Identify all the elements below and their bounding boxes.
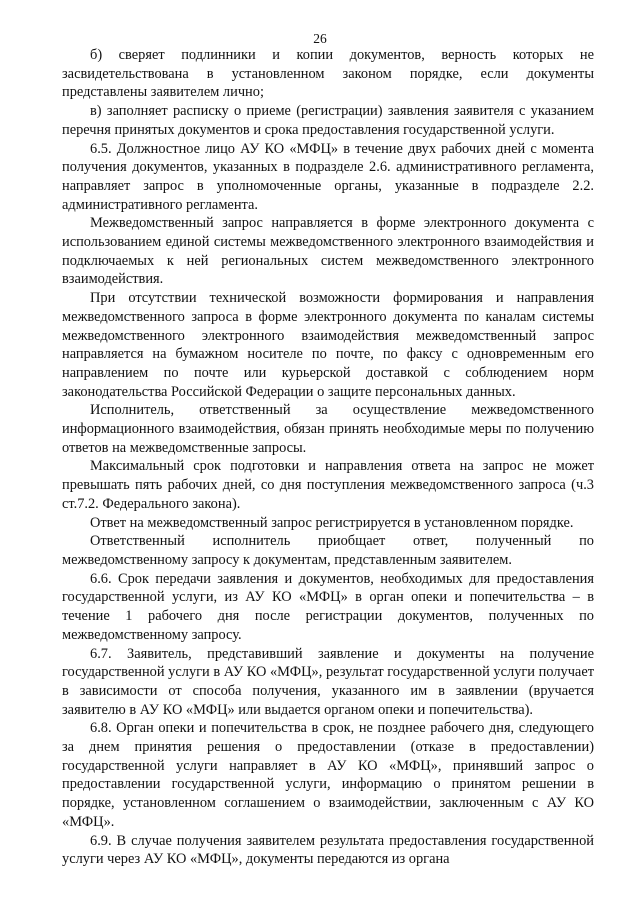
paragraph-6-8: 6.8. Орган опеки и попечительства в срок, не позднее рабочего дня, следующего за днем принятия решения о предоставлении (отказе в предоставлении) государственной услуги направляет в АУ КО «МФЦ», принявший запрос о предоставлении государственной услуги, информацию о принятом решении в порядке, установленном соглашением о взаимодействии, заключенным с АУ КО «МФЦ». bbox=[62, 720, 594, 830]
paragraph-6-5: 6.5. Должностное лицо АУ КО «МФЦ» в течение двух рабочих дней с момента получения документов, указанных в подразделе 2.6. административного регламента, направляет запрос в уполномоченные органы, указанные в подразделе 2.2. административного регламента. bbox=[62, 140, 594, 213]
paragraph-6-9: 6.9. В случае получения заявителем результата предоставления государственной услуги через АУ КО «МФЦ», документы передаются из органа bbox=[62, 832, 594, 868]
paragraph-executor: Исполнитель, ответственный за осуществление межведомственного информационного взаимодействия, обязан принять необходимые меры по получению ответов на межведомственные запросы. bbox=[62, 402, 594, 456]
paragraph-electronic-request: Межведомственный запрос направляется в форме электронного документа с использованием единой системы межведомственного электронного взаимодействия и подключаемых к ней региональных систем межведомственного электронного взаимодействия. bbox=[62, 215, 594, 288]
page-number: 26 bbox=[313, 31, 327, 46]
paragraph-paper-request: При отсутствии технической возможности формирования и направления межведомственного запроса в форме электронного документа по каналам системы межведомственного электронного взаимодействия межведомственный запрос направляется на бумажном носителе по почте, по факсу с одновременным его направлением по почте или курьерской доставкой с соблюдением норм законодательства Российской Федерации о защите персональных данных. bbox=[62, 290, 594, 400]
paragraph-6-6: 6.6. Срок передачи заявления и документов, необходимых для предоставления государственной услуги, из АУ КО «МФЦ» в орган опеки и попечительства – в течение 1 рабочего дня после регистрации документов, полученных по межведомственному запросу. bbox=[62, 570, 594, 643]
paragraph-b: б) сверяет подлинники и копии документов, верность которых не засвидетельствована в установленном законом порядке, если документы представлены заявителем лично; bbox=[62, 47, 594, 101]
paragraph-6-7: 6.7. Заявитель, представивший заявление и документы на получение государственной услуги в АУ КО «МФЦ», результат государственной услуги получает в зависимости от способа получения, указанного им в заявлении (вручается заявителю в АУ КО «МФЦ» или выдается органом опеки и попечительства). bbox=[62, 645, 594, 718]
paragraph-attach-answer: Ответственный исполнитель приобщает ответ, полученный по межведомственному запросу к документам, представленным заявителем. bbox=[62, 533, 594, 568]
paragraph-registration: Ответ на межведомственный запрос регистрируется в установленном порядке. bbox=[90, 514, 574, 531]
paragraph-v: в) заполняет расписку о приеме (регистрации) заявления заявителя с указанием перечня принятых документов и срока предоставления государственной услуги. bbox=[62, 103, 594, 138]
paragraph-max-term: Максимальный срок подготовки и направления ответа на запрос не может превышать пять рабочих дней, со дня поступления межведомственного запроса (ч.3 ст.7.2. Федерального закона). bbox=[62, 458, 594, 512]
document-body bbox=[62, 46, 594, 869]
